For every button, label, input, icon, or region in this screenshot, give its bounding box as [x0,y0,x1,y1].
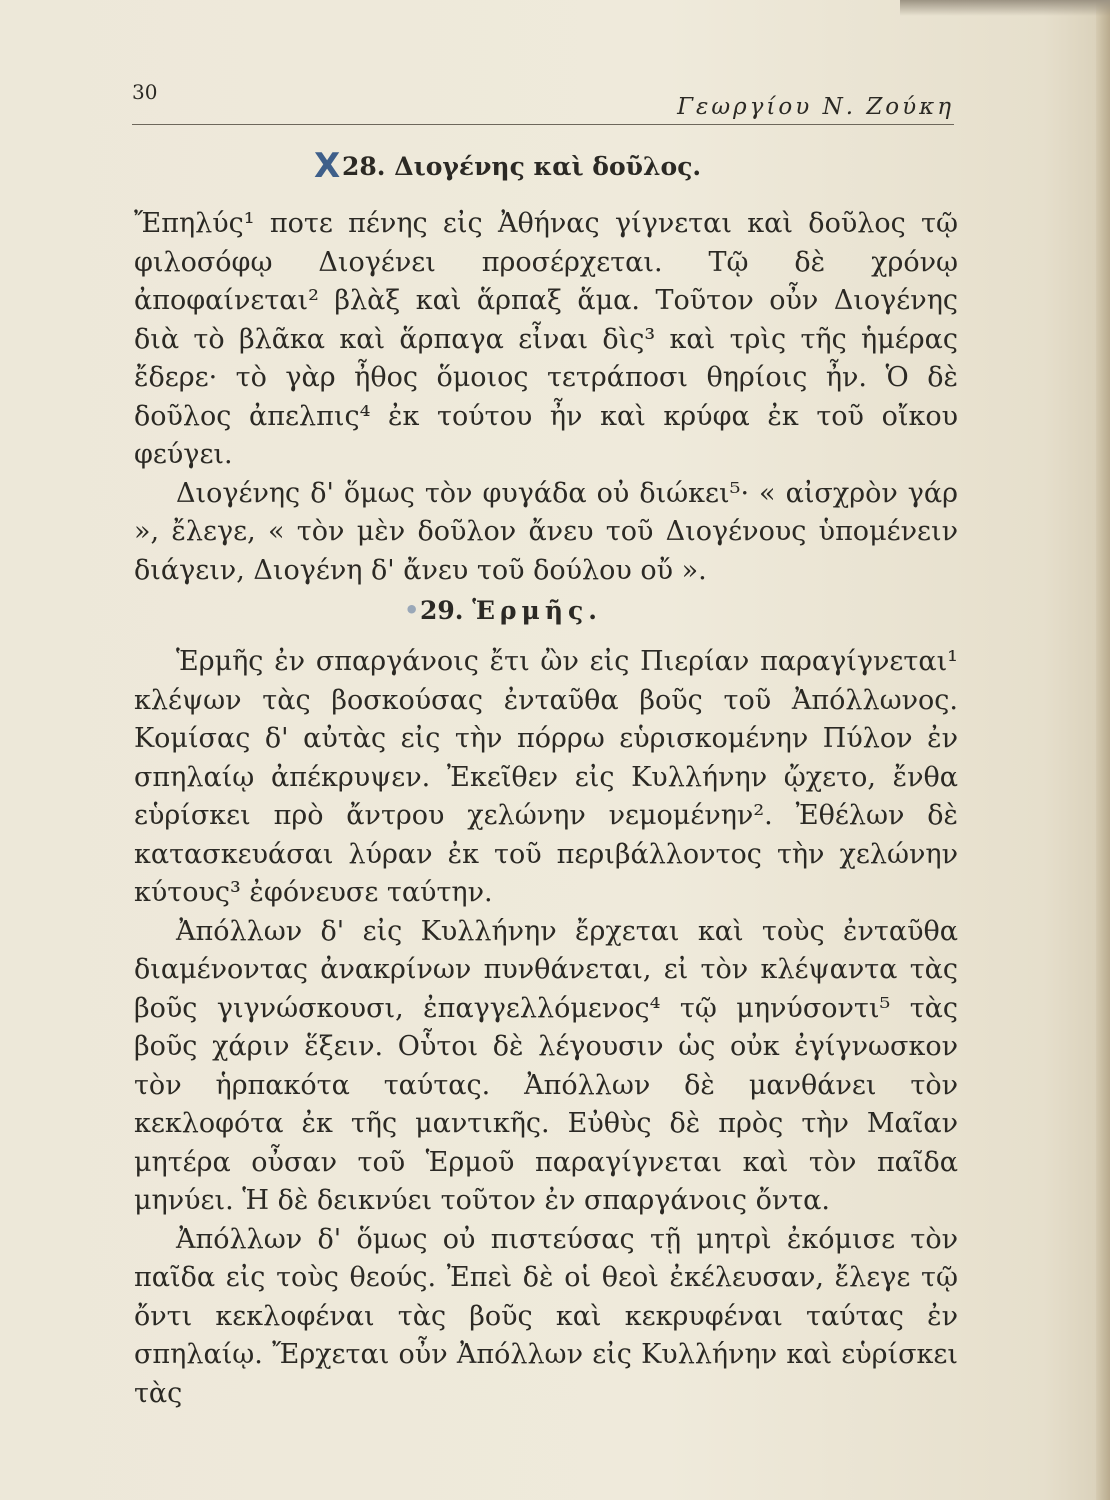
section-name: Ἑρμῆς. [472,596,602,625]
page-shadow [900,0,1110,16]
section-body-29 [134,643,958,1413]
section-number: 29. [420,596,464,625]
paragraph: Ἔπηλύς¹ ποτε πένης εἰς Ἀθήνας γίγνεται καὶ δοῦλος τῷ φιλοσόφῳ Διογένει προσέρχεται. Τῷ δὲ χρόνῳ ἀποφαίνεται² βλὰξ καὶ ἅρπαξ ἅμα. Τοῦτον οὖν Διογένης διὰ τὸ βλᾶκα καὶ ἅρπαγα εἶναι δὶς³ καὶ τρὶς τῆς ἡμέρας ἔδερε· τὸ γὰρ ἦθος ὅμοιος τετράποσι θηρίοις ἦν. Ὁ δὲ δοῦλος ἀπελπις⁴ ἐκ τούτου ἦν καὶ κρύφα ἐκ τοῦ οἴκου φεύγει. [134,208,958,470]
section-body-28 [134,205,958,590]
section-title-28: 28. Διογένης καὶ δοῦλος. [342,152,702,181]
paragraph: Διογένης δ' ὅμως τὸν φυγάδα οὐ διώκει⁵· « αἰσχρὸν γάρ », ἔλεγε, « τὸν μὲν δοῦλον ἄνευ τοῦ Διογένους ὑπομένειν διάγειν, Διογένη δ' ἄνευ τοῦ δούλου οὔ ». [134,477,958,586]
paragraph: Ἑρμῆς ἐν σπαργάνοις ἔτι ὢν εἰς Πιερίαν παραγίγνεται¹ κλέψων τὰς βοσκούσας ἐνταῦθα βοῦς τοῦ Ἀπόλλωνος. Κομίσας δ' αὐτὰς εἰς τὴν πόρρω εὑρισκομένην Πύλον ἐν σπηλαίῳ ἀπέκρυψεν. Ἐκεῖθεν εἰς Κυλλήνην ᾤχετο, ἔνθα εὑρίσκει πρὸ ἄντρου χελώνην νεμομένην². Ἐθέλων δὲ κατασκευάσαι λύραν ἐκ τοῦ περιβάλλοντος τὴν χελώνην κύτους³ ἐφόνευσε ταύτην. [134,646,958,908]
page-header [132,80,954,125]
paragraph: Ἀπόλλων δ' ὅμως οὐ πιστεύσας τῇ μητρὶ ἐκόμισε τὸν παῖδα εἰς τοὺς θεούς. Ἐπεὶ δὲ οἱ θεοὶ ἐκέλευσαν, ἔλεγε τῷ ὄντι κεκλοφέναι τὰς βοῦς καὶ κεκρυφέναι ταύτας ἐν σπηλαίῳ. Ἔρχεται οὖν Ἀπόλλων εἰς Κυλλήνην καὶ εὑρίσκει τὰς [134,1223,958,1409]
pencil-mark: • [404,596,420,624]
paragraph: Ἀπόλλων δ' εἰς Κυλλήνην ἔρχεται καὶ τοὺς ἐνταῦθα διαμένοντας ἀνακρίνων πυνθάνεται, εἰ τὸν κλέψαντα τὰς βοῦς γιγνώσκουσι, ἐπαγγελλόμενος⁴ τῷ μηνύσοντι⁵ τὰς βοῦς χάριν ἕξειν. Οὗτοι δὲ λέγουσιν ὡς οὐκ ἐγίγνωσκον τὸν ἡρπακότα ταύτας. Ἀπόλλων δὲ μανθάνει τὸν κεκλοφότα ἐκ τῆς μαντικῆς. Εὐθὺς δὲ πρὸς τὴν Μαῖαν μητέρα οὖσαν τοῦ Ἑρμοῦ παραγίγνεται καὶ τὸν παῖδα μηνύει. Ἡ δὲ δεικνύει τοῦτον ἐν σπαργάνοις ὄντα. [134,915,958,1216]
running-head: Γεωργίου Ν. Ζούκη [677,94,954,120]
page-edge [1096,0,1110,1500]
handwritten-x-mark: Χ [314,146,341,186]
section-title-29 [420,596,602,625]
page-number: 30 [132,80,158,104]
